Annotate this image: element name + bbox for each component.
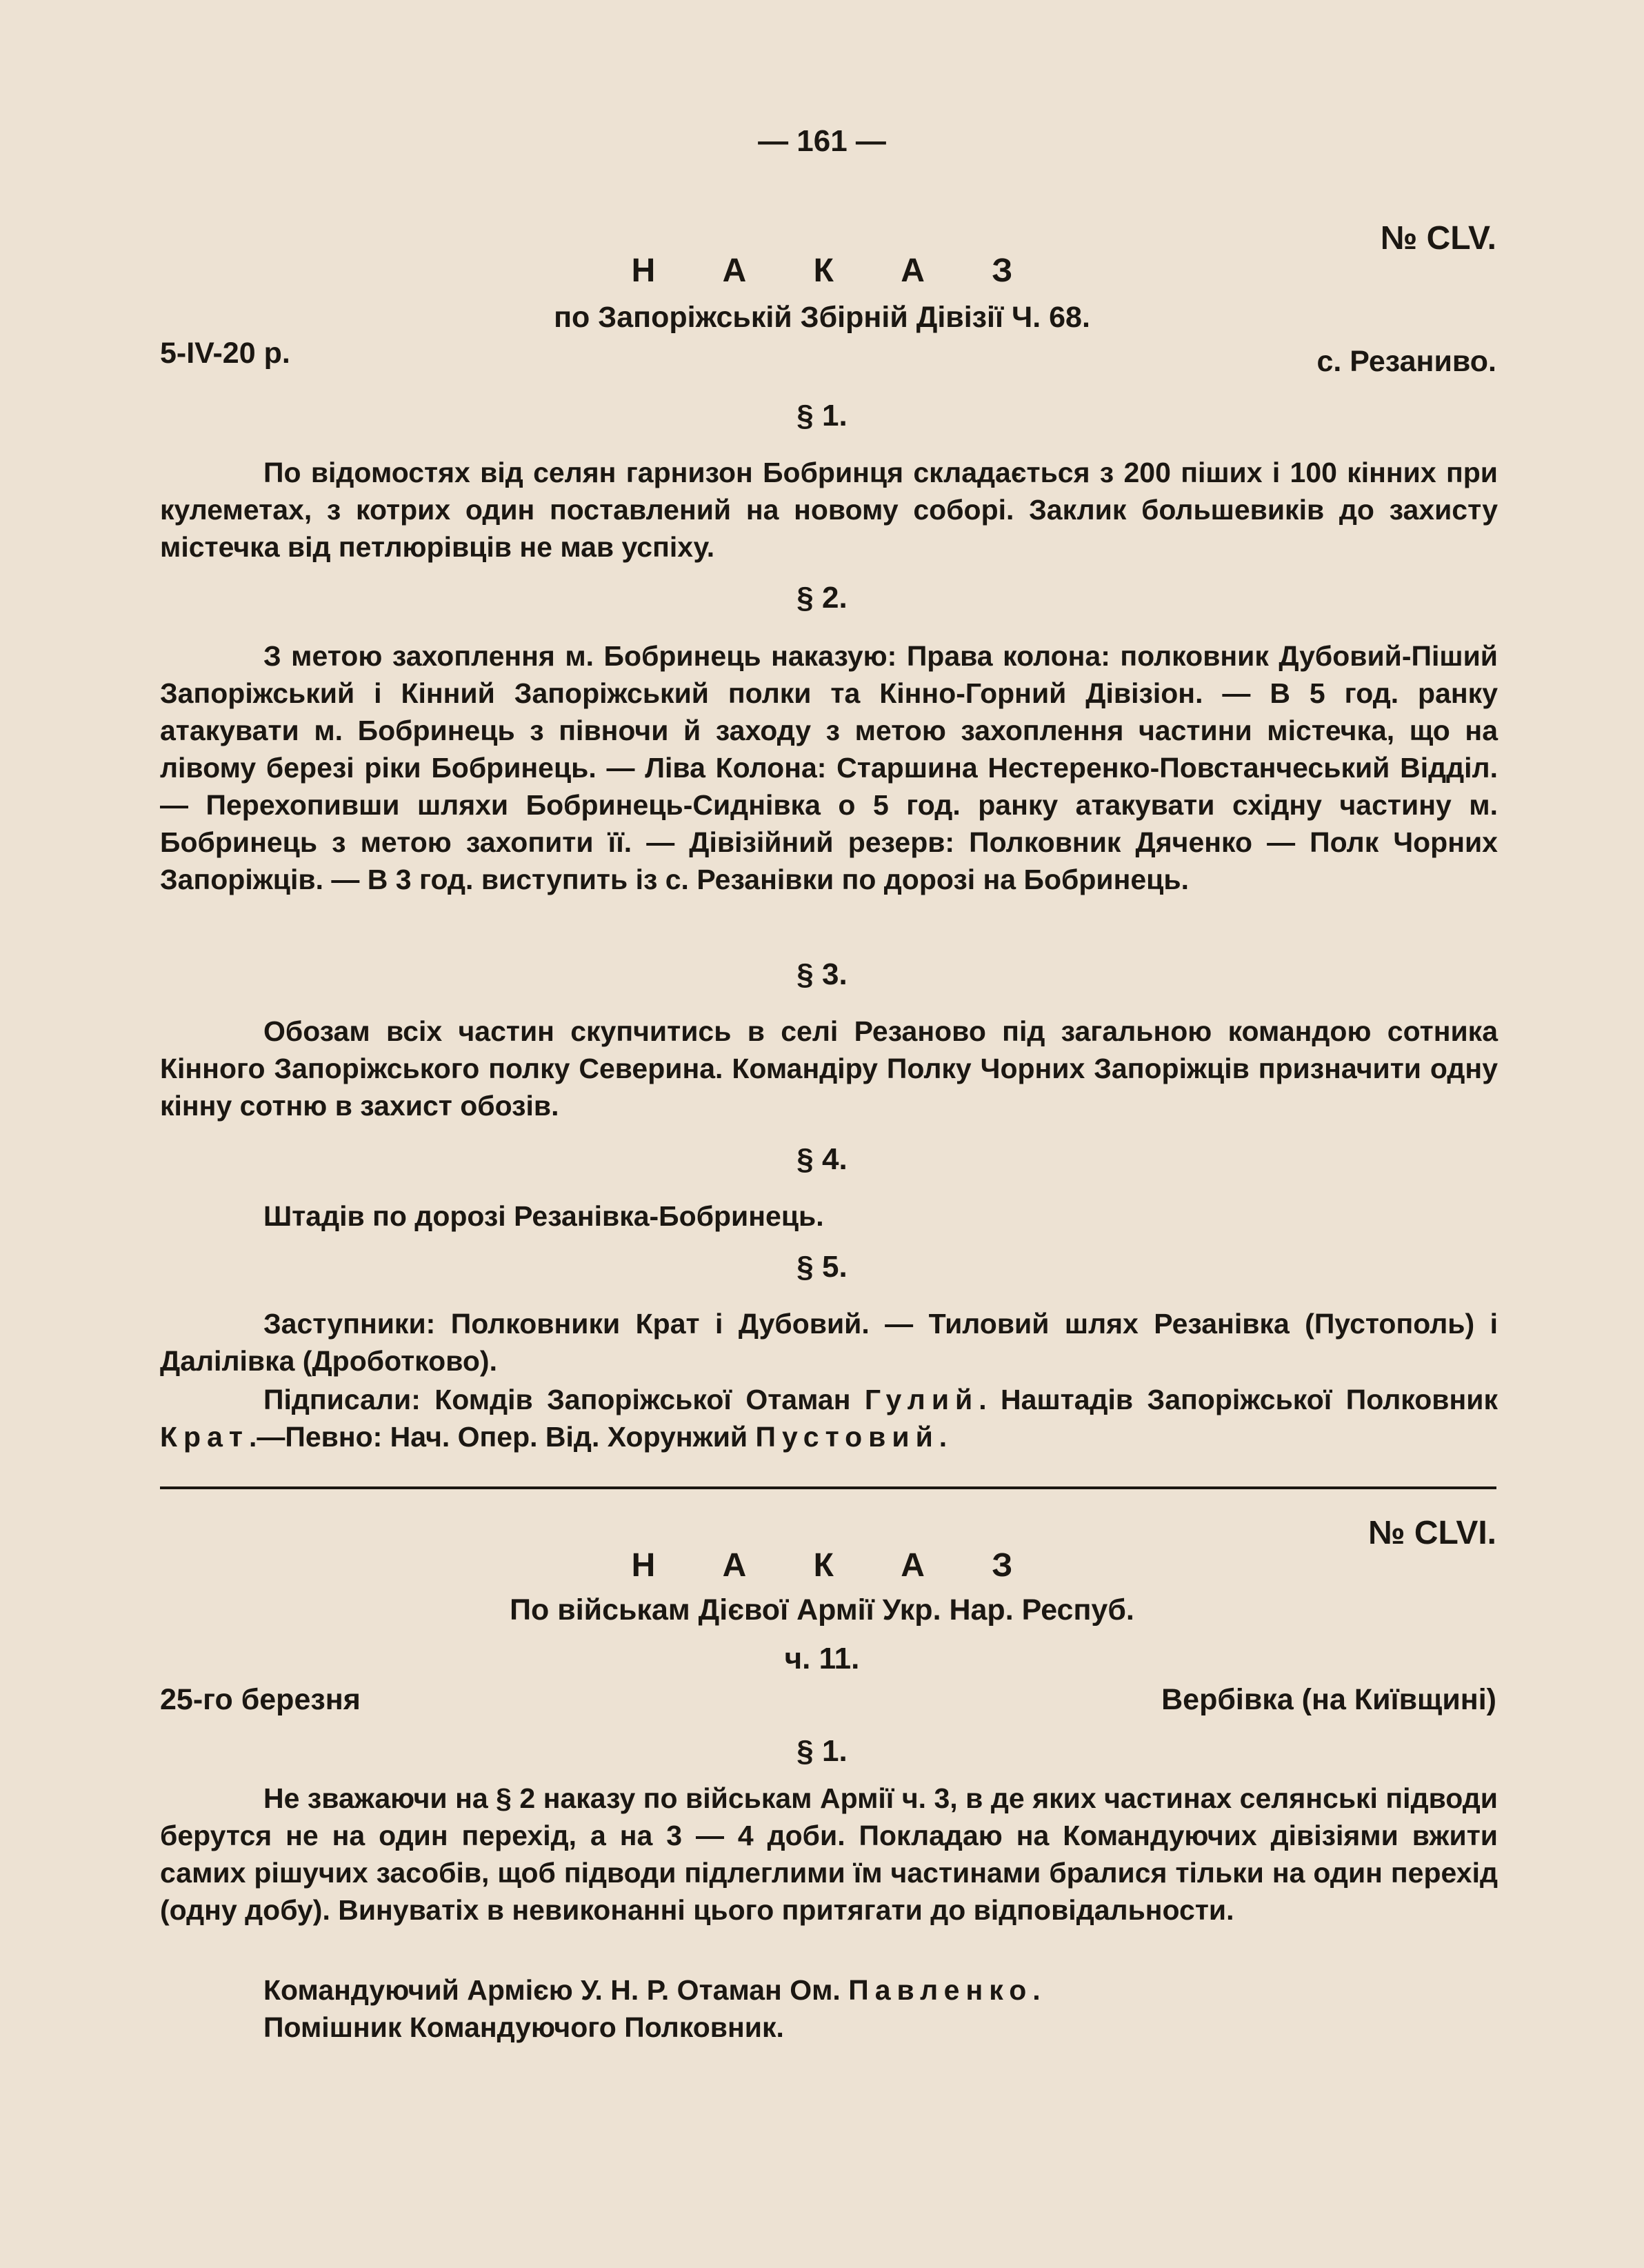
order-place: Вербівка (на Київщині) [1161, 1683, 1496, 1716]
signed-tail: .—Певно: Нач. Опер. Від. Хорунжий [248, 1421, 748, 1453]
signed-mid: . Наштадів Запоріжської Полковник [979, 1384, 1498, 1415]
section-text [160, 1013, 1498, 1124]
page-number: — 161 — [758, 124, 886, 158]
section-body: Штадів по дорозі Резанівка-Бобринець. [263, 1200, 824, 1232]
section-body: Обозам всіх частин скупчитись в селі Резаново під загальною командою сотника Кінного Запоріжського полку Северина. Командіру Полку Чорних Запоріжців призначити одну кінну сотню в захист обозів. [160, 1015, 1498, 1122]
section-body: По відомостях від селян гарнизон Бобринця складається з 200 піших і 100 кінних при кулеметах, з котрих один поставлений на новому соборі. Заклик большевиків до захисту містечка від петлюрівців не мав успіху. [160, 457, 1498, 563]
order-date: 5-IV-20 р. [160, 337, 290, 370]
section-text [160, 1780, 1498, 1929]
signer-name: Пустовий [755, 1421, 939, 1453]
signature-lead: Командуючий Армією У. Н. Р. Отаман Ом. [263, 1974, 841, 2006]
order-subtitle: По військам Дієвої Армії Укр. Нар. Респуб. [510, 1593, 1134, 1627]
order-part: ч. 11. [784, 1642, 860, 1675]
section-text [160, 1197, 1498, 1235]
signer-name: Гулий [864, 1384, 979, 1415]
signer-name: Павленко. [848, 1974, 1047, 2006]
signature-line: Помішник Командуючого Полковник. [263, 2011, 784, 2043]
section-text [160, 454, 1498, 566]
divider-line [160, 1486, 1496, 1489]
section-mark: § 2. [796, 581, 848, 615]
section-body: Не зважаючи на § 2 наказу по військам Армії ч. 3, в де яких частинах селянські підводи берутся не на один перехід, а на 3 — 4 доби. Покладаю на Командуючих дівізіями вжити самих рішучих засобів, щоб підводи підлеглими їм частинами бралися тільки на один перехід (одну добу). Винуватіх в невиконанні цього притягати до відповідальности. [160, 1782, 1498, 1926]
section-mark: § 3. [796, 957, 848, 991]
order-subtitle: по Запоріжській Збірній Дівізії Ч. 68. [554, 301, 1090, 334]
section-text [160, 1305, 1498, 1380]
section-mark: § 4. [796, 1142, 848, 1176]
order-title-text: Н А К А З [631, 1547, 1042, 1584]
signed-lead: Підписали: Комдів Запоріжської Отаман [263, 1384, 851, 1415]
section-body: З метою захоплення м. Бобринець наказую: Права колона: полковник Дубовий-Піший Запоріжський і Кінний Запоріжський полки та Кінно-Горний Дівізіон. — В 5 год. ранку атакувати м. Бобринець з півночи й заходу з метою захоплення частини містечка, що на лівому березі ріки Бобринець. — Ліва Колона: Старшина Нестеренко-Повстанчеський Відділ. — Перехопивши шляхи Бобринець-Сиднівка о 5 год. ранку атакувати східну частину м. Бобринець з метою захопити її. — Дівізійний резерв: Полковник Дяченко — Полк Чорних Запоріжців. — В 3 год. виступить із с. Резанівки по дорозі на Бобринець. [160, 640, 1498, 895]
section-mark: § 1. [796, 1734, 848, 1768]
order-title [0, 1546, 1644, 1584]
section-mark: § 5. [796, 1250, 848, 1284]
signature-line [263, 1971, 1047, 2009]
signer-name: Крат [160, 1421, 249, 1453]
order-place: с. Резаниво. [1316, 345, 1496, 378]
order-number: № CLV. [1380, 220, 1496, 257]
order-date: 25-го березня [160, 1683, 361, 1716]
signed-end: . [939, 1421, 948, 1453]
signatures [160, 1381, 1498, 1455]
order-title [0, 252, 1644, 290]
order-title-text: Н А К А З [631, 252, 1042, 289]
order-number: № CLVI. [1368, 1515, 1496, 1551]
section-body: Заступники: Полковники Крат і Дубовий. — Тиловий шлях Резанівка (Пустополь) і Далілівка (Дроботково). [160, 1308, 1498, 1377]
section-text [160, 637, 1498, 898]
section-mark: § 1. [796, 399, 848, 432]
